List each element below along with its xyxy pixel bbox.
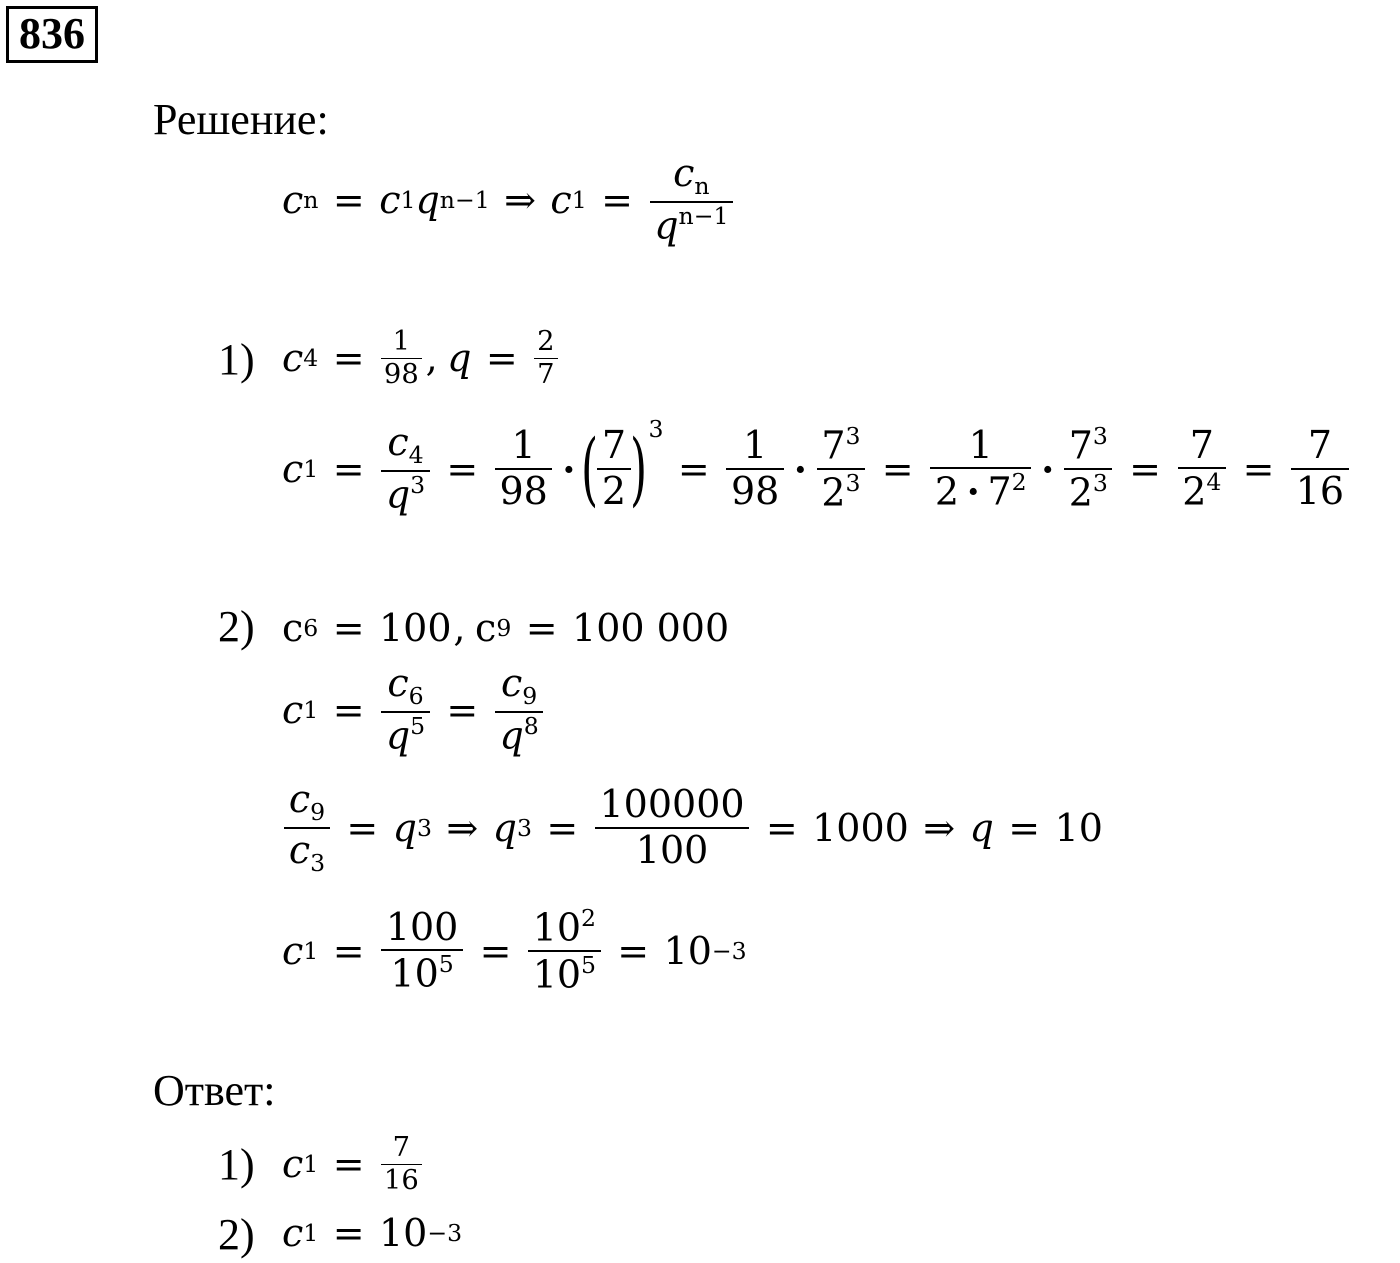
- answer1-fraction: $\frac{7}{16}$: [381, 1132, 422, 1196]
- calc-fraction-2: $\frac{1}{98}$: [495, 424, 552, 513]
- part2-line4: c 1 = $\frac{100}{10^5}$ = $\frac{10^2}{10^5}$ = 10 −3: [282, 903, 747, 997]
- part1-given: c 4 = $\frac{1}{98}$ , q = $\frac{2}{7}$: [282, 318, 559, 398]
- part2-given: c 6 = 100 , c 9 = 100 000: [282, 606, 730, 650]
- p2-fraction-100: $\frac{100}{10^5}$: [381, 906, 463, 997]
- solution-heading: Решение:: [153, 95, 329, 144]
- part1-c4-fraction: $\frac{1}{98}$: [381, 326, 422, 390]
- part2-label: 2): [218, 602, 255, 651]
- answer2-label: 2): [218, 1210, 255, 1259]
- p2-fraction-c6: $\frac{c_6}{q^5}$: [381, 662, 429, 758]
- calc-fraction-5: $\frac{7^3}{2^3}$: [817, 423, 865, 516]
- p2-fraction-c9: $\frac{c_9}{q^8}$: [495, 662, 543, 758]
- calc-fraction-1: $\frac{c_4}{q^3}$: [381, 421, 429, 517]
- part1-q-fraction: $\frac{2}{7}$: [534, 326, 558, 390]
- part2-line3: $\frac{c_9}{c_3}$ = q 3 ⇒ q 3 = $\frac{100000}{100}$ = 1000 ⇒ q = 10: [282, 770, 1103, 885]
- part1-label: 1): [218, 335, 255, 384]
- part1-calculation: c 1 = $\frac{c_4}{q^3}$ = $\frac{1}{98}$ · ( $\frac{7}{2}$ ) 3 = $\frac{1}{98}$ · $\frac{7^3}{2^3}$ = $\frac{1}{2 \cdot 7^2}$ · $\frac{7^3}{2^3}$ = $\frac{7}{2^4}$ = $\frac{7}{16}$: [282, 413, 1351, 525]
- answer-heading: Ответ:: [153, 1066, 276, 1115]
- p2-fraction-values: $\frac{100000}{100}$: [595, 783, 749, 872]
- calc-fraction-6: $\frac{1}{2 \cdot 7^2}$: [930, 424, 1031, 515]
- calc-fraction-3: $\frac{7}{2}$: [597, 424, 630, 513]
- formula-fraction: $\frac{c_n}{q^{n-1}}$: [650, 152, 733, 248]
- calc-fraction-9: $\frac{7}{16}$: [1291, 424, 1348, 513]
- p2-fraction-ratio: $\frac{c_9}{c_3}$: [284, 778, 329, 877]
- p2-fraction-powers: $\frac{10^2}{10^5}$: [528, 905, 600, 998]
- calc-fraction-7: $\frac{7^3}{2^3}$: [1064, 423, 1112, 516]
- answer1-label: 1): [218, 1140, 255, 1189]
- problem-number-box: [6, 6, 98, 63]
- answer1: c 1 = $\frac{7}{16}$: [282, 1122, 424, 1206]
- general-formula: c n = c 1 q n−1 ⇒ c 1 = $\frac{c_n}{q^{n-1}}$: [282, 150, 735, 250]
- part2-line2: c 1 = $\frac{c_6}{q^5}$ = $\frac{c_9}{q^8}$: [282, 655, 546, 765]
- answer2: c 1 = 10 −3: [282, 1211, 463, 1255]
- calc-fraction-4: $\frac{1}{98}$: [726, 424, 783, 513]
- problem-number: 836: [19, 9, 85, 58]
- calc-fraction-8: $\frac{7}{2^4}$: [1178, 424, 1226, 515]
